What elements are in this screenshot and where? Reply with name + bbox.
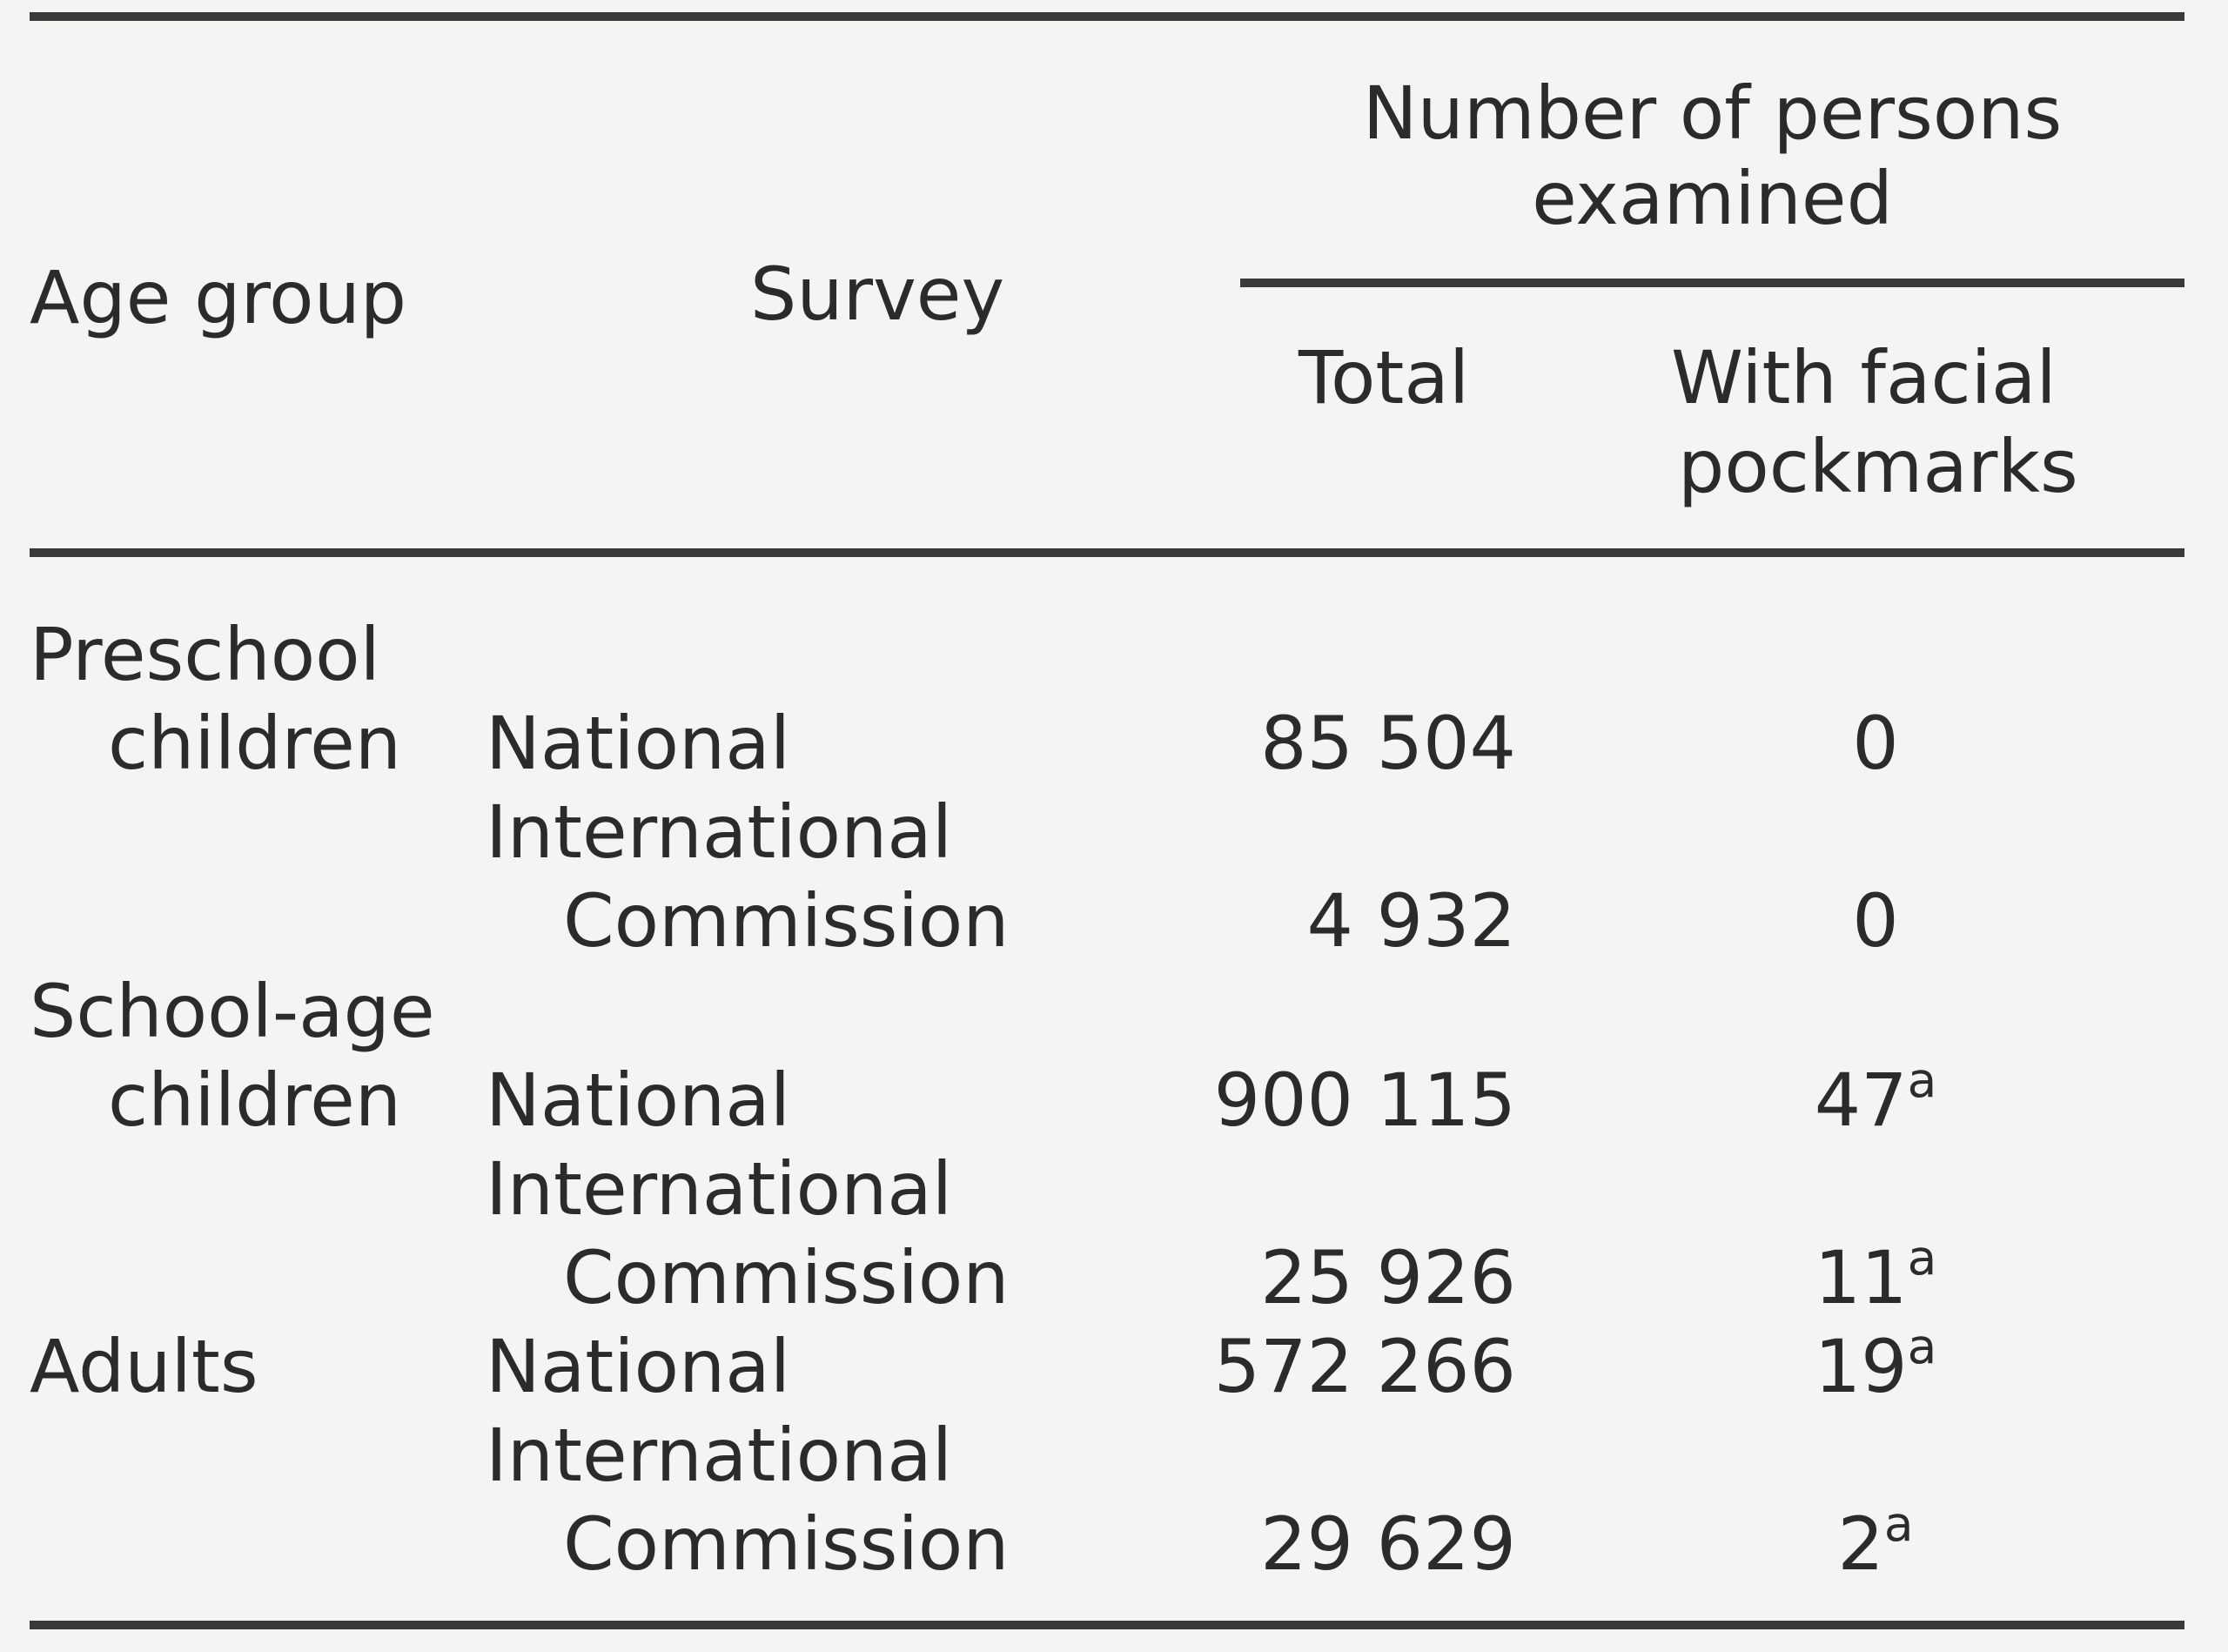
- table-top-rule: [30, 12, 2184, 21]
- header-bottom-rule: [30, 548, 2184, 557]
- pockmarks-value: 19: [1814, 1324, 1908, 1409]
- footnote-marker: a: [1907, 1052, 1937, 1108]
- group-label-line1: School-age: [30, 969, 435, 1054]
- survey-cell: National: [486, 1058, 791, 1143]
- group-label-line2: children: [108, 1058, 402, 1143]
- survey-cell-continued: Commission: [563, 1501, 1010, 1587]
- pockmarks-cell: [1736, 878, 2015, 964]
- column-header-survey: Survey: [750, 252, 1005, 337]
- pockmarks-value: 47: [1814, 1058, 1908, 1143]
- column-header-number-line2: examined: [1532, 156, 1893, 241]
- total-cell: 4 932: [1306, 878, 1516, 964]
- column-header-age-group: Age group: [30, 255, 407, 340]
- column-header-facial-line2: pockmarks: [1678, 424, 2078, 509]
- column-header-total: Total: [1299, 335, 1470, 420]
- total-cell: 85 504: [1260, 701, 1516, 786]
- pockmarks-cell: [1736, 1496, 2015, 1587]
- pockmarks-cell: [1736, 701, 2015, 786]
- survey-cell: National: [486, 701, 791, 786]
- column-header-facial-line1: With facial: [1671, 335, 2057, 420]
- pockmarks-value: 2: [1837, 1501, 1884, 1587]
- survey-cell-continued: Commission: [563, 878, 1010, 964]
- footnote-marker: a: [1907, 1230, 1937, 1286]
- spanner-rule: [1240, 279, 2184, 287]
- footnote-marker: a: [1883, 1496, 1914, 1552]
- survey-cell: International: [486, 789, 953, 875]
- survey-cell: International: [486, 1146, 953, 1232]
- group-label-line1: Adults: [30, 1324, 258, 1409]
- survey-cell-continued: Commission: [563, 1235, 1010, 1320]
- total-cell: 572 266: [1213, 1324, 1516, 1409]
- total-cell: 900 115: [1213, 1058, 1516, 1143]
- total-cell: 25 926: [1260, 1235, 1516, 1320]
- pockmarks-cell: [1736, 1052, 2015, 1143]
- pockmarks-value: 11: [1814, 1235, 1908, 1320]
- footnote-marker: a: [1907, 1319, 1937, 1374]
- table-bottom-rule: [30, 1621, 2184, 1629]
- total-cell: 29 629: [1260, 1501, 1516, 1587]
- pockmarks-value: 0: [1852, 878, 1899, 964]
- pockmarks-value: 0: [1852, 701, 1899, 786]
- group-label-line1: Preschool: [30, 612, 380, 697]
- group-label-line2: children: [108, 701, 402, 786]
- pockmarks-cell: [1736, 1230, 2015, 1320]
- pockmarks-cell: [1736, 1319, 2015, 1409]
- survey-cell: International: [486, 1413, 953, 1498]
- column-header-number-line1: Number of persons: [1362, 71, 2063, 156]
- survey-cell: National: [486, 1324, 791, 1409]
